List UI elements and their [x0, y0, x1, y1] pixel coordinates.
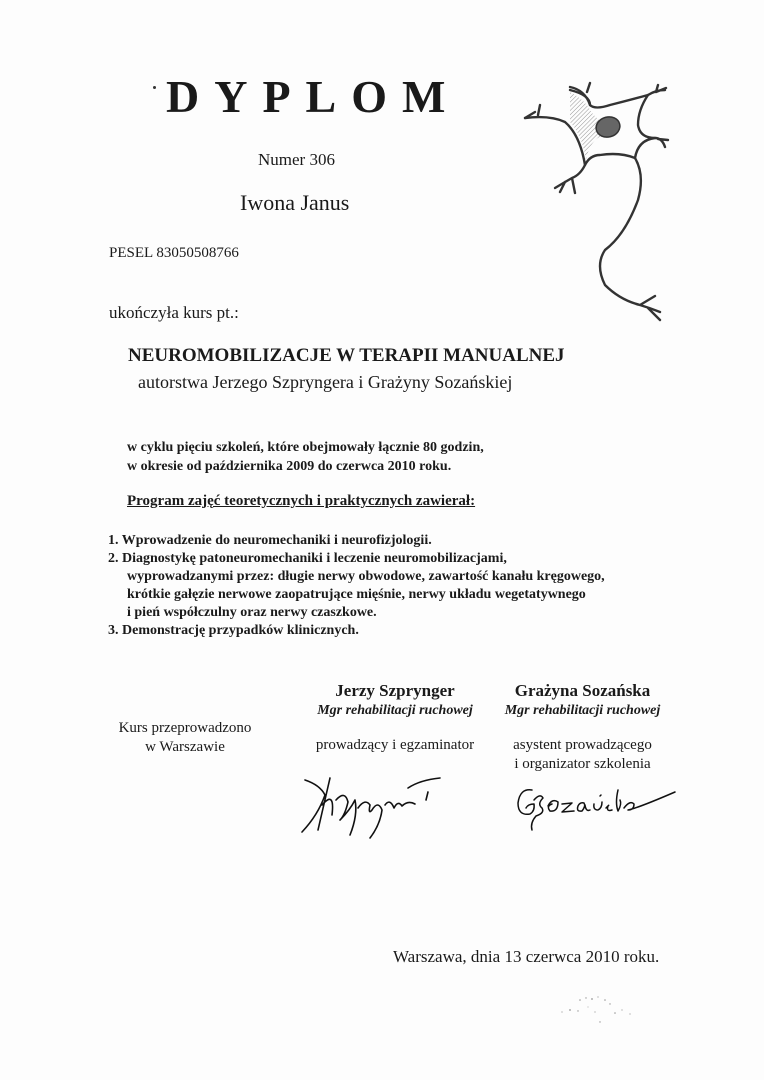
- title-dot: [153, 86, 156, 89]
- signatory-name: Grażyna Sozańska: [514, 681, 651, 700]
- course-title: NEUROMOBILIZACJE W TERAPII MANUALNEJ: [128, 345, 565, 366]
- signatory-2: [490, 681, 675, 774]
- program-item-continuation: krótkie gałęzie nerwowe zaopatrujące mięśnie, nerwy układu wegetatywnego: [127, 587, 586, 602]
- signature-sozanska: [510, 778, 680, 838]
- recipient-name: Iwona Janus: [240, 190, 350, 215]
- program-list: [108, 532, 605, 640]
- course-place: [110, 719, 260, 757]
- course-cycle: [127, 438, 484, 476]
- signatory-1: [300, 681, 490, 755]
- signatory-title: Mgr rehabilitacji ruchowej: [317, 703, 473, 718]
- program-item-continuation: wyprowadzanymi przez: długie nerwy obwodowe, zawartość kanału kręgowego,: [127, 569, 605, 584]
- program-item: 1. Wprowadzenie do neuromechaniki i neurofizjologii.: [108, 533, 432, 548]
- place-line: Kurs przeprowadzono: [118, 720, 252, 736]
- program-heading: Program zajęć teoretycznych i praktycznych zawierał:: [127, 493, 476, 509]
- program-item-continuation: i pień współczulny oraz nerwy czaszkowe.: [127, 605, 377, 620]
- stamp-residue: [550, 990, 660, 1030]
- signatory-name: Jerzy Szprynger: [335, 681, 455, 700]
- completed-label: ukończyła kurs pt.:: [109, 303, 239, 322]
- signature-szprynger: [290, 770, 460, 845]
- signatory-role: i organizator szkolenia: [514, 756, 651, 772]
- signatory-role: prowadzący i egzaminator: [315, 737, 475, 753]
- diploma-title: DYPLOM: [166, 71, 461, 122]
- course-authors: autorstwa Jerzego Szpryngera i Grażyny Sozańskiej: [138, 372, 513, 392]
- program-item: 3. Demonstrację przypadków klinicznych.: [108, 623, 359, 638]
- pesel: PESEL 83050508766: [109, 245, 239, 261]
- signatory-title: Mgr rehabilitacji ruchowej: [504, 703, 661, 718]
- neuron-illustration: [520, 50, 760, 330]
- cycle-line: w okresie od października 2009 do czerwca 2010 roku.: [127, 459, 452, 474]
- cycle-line: w cyklu pięciu szkoleń, które obejmowały łącznie 80 godzin,: [127, 440, 484, 455]
- program-item: 2. Diagnostykę patoneuromechaniki i leczenie neuromobilizacjami,: [108, 551, 507, 566]
- signatory-role: asystent prowadzącego: [513, 737, 652, 753]
- place-line: w Warszawie: [145, 739, 225, 755]
- issue-date: Warszawa, dnia 13 czerwca 2010 roku.: [393, 947, 660, 966]
- diploma-number: Numer 306: [258, 150, 335, 169]
